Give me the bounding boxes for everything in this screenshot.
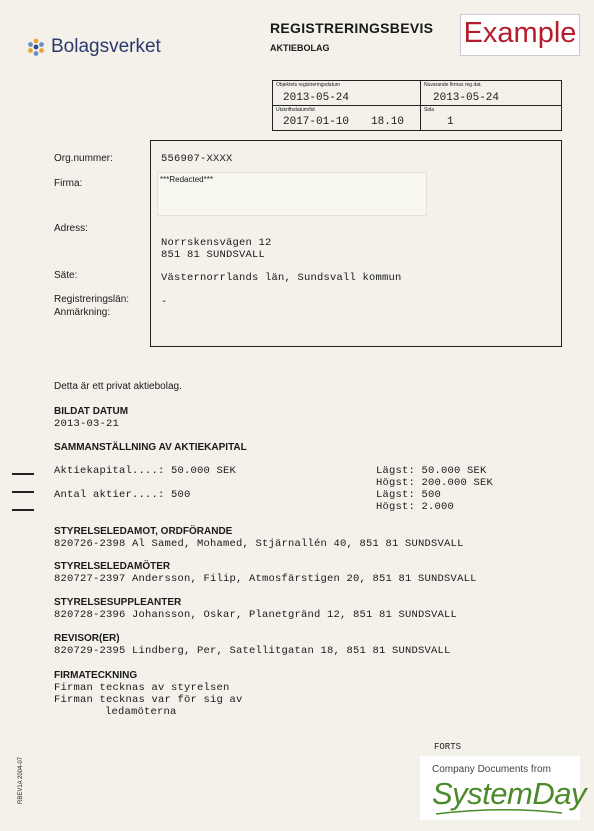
aktiekapital-hogst: Högst: 200.000 SEK xyxy=(376,477,494,489)
suppleanter-value: 820728-2396 Johansson, Oskar, Planetgränd 12, 851 81 SUNDSVALL xyxy=(54,609,458,621)
example-stamp-text: Example xyxy=(463,17,577,49)
address-label: Adress: xyxy=(54,223,88,234)
aktiekapital-line: Aktiekapital....: 50.000 SEK xyxy=(54,465,237,477)
redacted-firm-name xyxy=(157,172,427,216)
registreringslan-label: Registreringslän: xyxy=(54,294,130,305)
print-time-value: 18.10 xyxy=(371,116,405,128)
systemday-tagline: Company Documents from xyxy=(432,764,551,775)
registreringslan-value: - xyxy=(161,296,168,308)
antal-aktier-lagst: Lägst: 500 xyxy=(376,489,442,501)
firmateckning-line-3: ledamöterna xyxy=(105,706,177,718)
systemday-swoosh-icon xyxy=(434,808,564,816)
page-label: Sida xyxy=(424,107,435,113)
systemday-badge xyxy=(420,756,586,820)
bildat-heading: BILDAT DATUM xyxy=(54,406,129,417)
current-firm-date-cell xyxy=(421,81,561,106)
address-line-2: 851 81 SUNDSVALL xyxy=(161,249,266,261)
revisor-value: 820729-2395 Lindberg, Per, Satellitgatan 18, 851 81 SUNDSVALL xyxy=(54,645,451,657)
example-stamp xyxy=(460,14,580,56)
reg-date-cell xyxy=(273,81,421,106)
current-firm-date-label: Nuvarande firmas reg.dat. xyxy=(424,82,482,88)
org-number-label: Org.nummer: xyxy=(54,153,113,164)
firmateckning-heading: FIRMATECKNING xyxy=(54,670,138,681)
systemday-logo-text: SystemDay xyxy=(432,776,586,811)
margin-mark xyxy=(12,491,34,493)
bolagsverket-logo xyxy=(26,36,161,58)
org-number-value: 556907-XXXX xyxy=(161,153,233,165)
ledamoter-heading: STYRELSELEDAMÖTER xyxy=(54,561,171,572)
sate-value: Västernorrlands län, Sundsvall kommun xyxy=(161,272,402,284)
reg-date-label: Objektets registreringsdatum xyxy=(276,82,340,88)
anmarkning-label: Anmärkning: xyxy=(54,307,111,318)
reg-date-value: 2013-05-24 xyxy=(283,92,350,104)
firmateckning-line-1: Firman tecknas av styrelsen xyxy=(54,682,230,694)
print-date-label: Utskriftsdatum/tid xyxy=(276,107,315,113)
bolagsverket-emblem-icon xyxy=(26,37,46,57)
current-firm-date-value: 2013-05-24 xyxy=(433,92,500,104)
page-cell xyxy=(421,106,561,130)
forts-label: FORTS xyxy=(434,742,462,752)
antal-aktier-line: Antal aktier....: 500 xyxy=(54,489,191,501)
page-value: 1 xyxy=(447,116,454,128)
firma-label: Firma: xyxy=(54,178,83,189)
antal-aktier-hogst: Högst: 2.000 xyxy=(376,501,455,513)
aktiekapital-lagst: Lägst: 50.000 SEK xyxy=(376,465,487,477)
form-code: RBEV1A 2004-07 xyxy=(18,756,24,804)
intro-text: Detta är ett privat aktiebolag. xyxy=(54,381,182,392)
address-line-1: Norrskensvägen 12 xyxy=(161,237,272,249)
revisor-heading: REVISOR(ER) xyxy=(54,633,120,644)
margin-mark xyxy=(12,509,34,511)
print-date-value: 2017-01-10 xyxy=(283,116,350,128)
logo-text: Bolagsverket xyxy=(51,36,161,57)
firma-value: ***Redacted*** xyxy=(160,175,213,184)
bildat-value: 2013-03-21 xyxy=(54,418,120,430)
ordforande-value: 820726-2398 Al Samed, Mohamed, Stjärnallén 40, 851 81 SUNDSVALL xyxy=(54,538,464,550)
firmateckning-line-2: Firman tecknas var för sig av xyxy=(54,694,243,706)
suppleanter-heading: STYRELSESUPPLEANTER xyxy=(54,597,182,608)
ledamoter-value: 820727-2397 Andersson, Filip, Atmosfärstigen 20, 851 81 SUNDSVALL xyxy=(54,573,477,585)
sate-label: Säte: xyxy=(54,270,78,281)
date-table xyxy=(272,80,562,131)
kapital-heading: SAMMANSTÄLLNING AV AKTIEKAPITAL xyxy=(54,442,247,453)
margin-mark xyxy=(12,473,34,475)
ordforande-heading: STYRELSELEDAMOT, ORDFÖRANDE xyxy=(54,526,233,537)
print-date-cell xyxy=(273,106,421,130)
document-title: REGISTRERINGSBEVIS xyxy=(270,20,434,36)
document-subtitle: AKTIEBOLAG xyxy=(270,43,330,53)
